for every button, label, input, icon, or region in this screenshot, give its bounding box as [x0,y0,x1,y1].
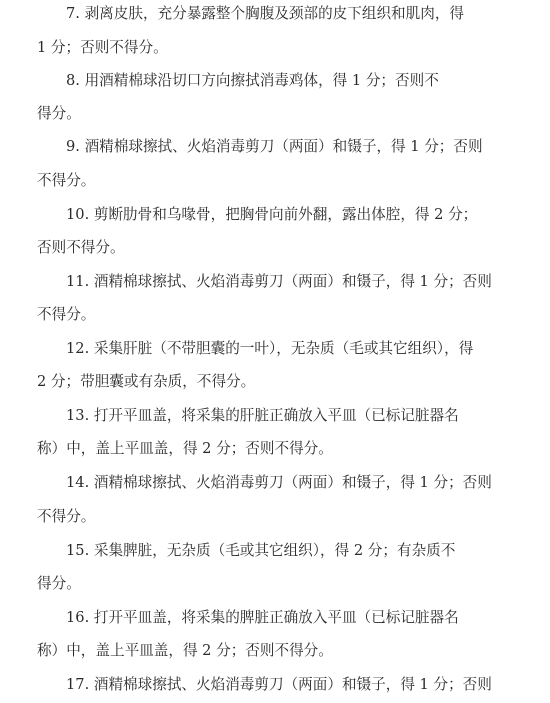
paragraph-9-line-1: 9. 酒精棉球擦拭、火焰消毒剪刀（两面）和镊子，得 1 分；否则 [66,138,483,155]
paragraph-11-line-2: 不得分。 [37,306,96,323]
paragraph-8-line-1: 8. 用酒精棉球沿切口方向擦拭消毒鸡体，得 1 分；否则不 [66,72,439,89]
paragraph-12-line-1: 12. 采集肝脏（不带胆囊的一叶），无杂质（毛或其它组织），得 [66,340,474,357]
paragraph-14-line-1: 14. 酒精棉球擦拭、火焰消毒剪刀（两面）和镊子，得 1 分；否则 [66,474,492,491]
paragraph-16-line-1: 16. 打开平皿盖，将采集的脾脏正确放入平皿（已标记脏器名 [66,609,459,626]
paragraph-15-line-1: 15. 采集脾脏，无杂质（毛或其它组织），得 2 分；有杂质不 [66,542,456,559]
paragraph-13-line-1: 13. 打开平皿盖，将采集的肝脏正确放入平皿（已标记脏器名 [66,407,459,424]
paragraph-7-line-2: 1 分；否则不得分。 [37,39,168,56]
paragraph-17-line-1: 17. 酒精棉球擦拭、火焰消毒剪刀（两面）和镊子，得 1 分；否则 [66,676,492,693]
paragraph-15-line-2: 得分。 [37,575,81,592]
paragraph-10-line-1: 10. 剪断肋骨和乌喙骨，把胸骨向前外翻，露出体腔，得 2 分； [66,206,478,223]
paragraph-13-line-2: 称）中，盖上平皿盖，得 2 分；否则不得分。 [37,440,333,457]
paragraph-12-line-2: 2 分；带胆囊或有杂质，不得分。 [37,373,256,390]
paragraph-14-line-2: 不得分。 [37,508,96,525]
paragraph-16-line-2: 称）中，盖上平皿盖，得 2 分；否则不得分。 [37,642,333,659]
paragraph-7-line-1: 7. 剥离皮肤，充分暴露整个胸腹及颈部的皮下组织和肌肉，得 [66,5,465,22]
paragraph-9-line-2: 不得分。 [37,172,96,189]
paragraph-8-line-2: 得分。 [37,105,81,122]
paragraph-11-line-1: 11. 酒精棉球擦拭、火焰消毒剪刀（两面）和镊子，得 1 分；否则 [66,273,492,290]
paragraph-10-line-2: 否则不得分。 [37,239,125,256]
